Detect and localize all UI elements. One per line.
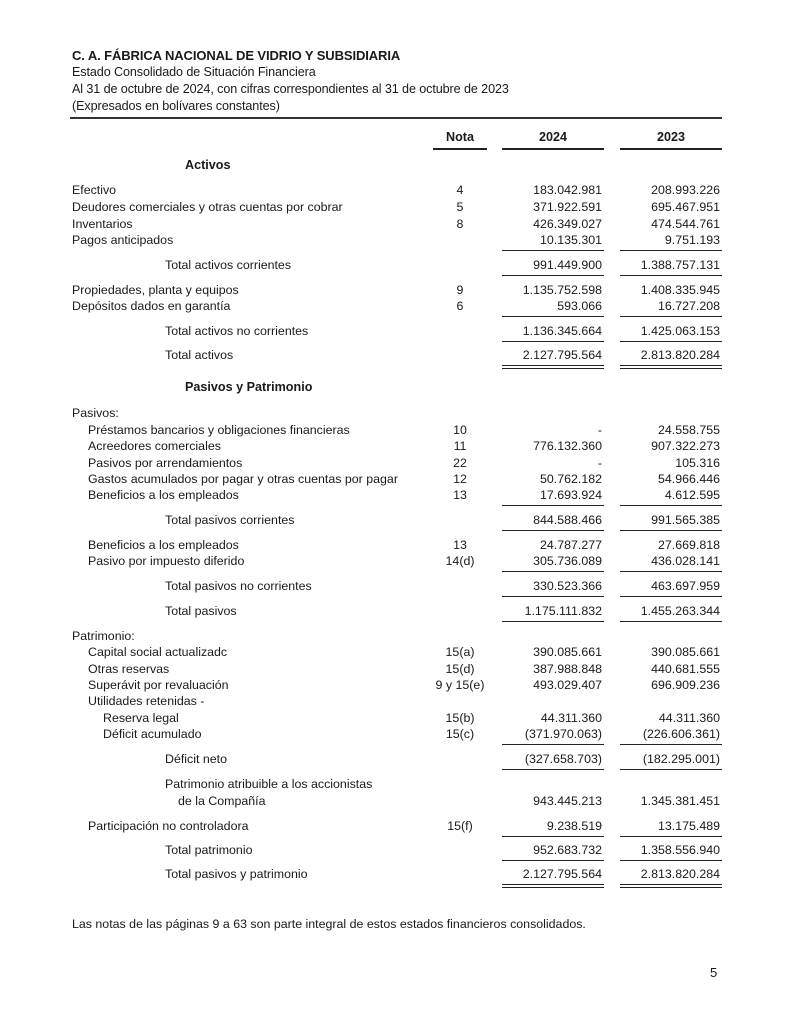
table-row	[0, 677, 791, 694]
table-row-label-only	[0, 776, 791, 793]
row-value-2024: 2.127.795.564	[522, 348, 602, 362]
total-rule	[620, 860, 722, 861]
currency-note: (Expresados en bolívares constantes)	[72, 99, 280, 113]
total-rule	[620, 275, 722, 276]
row-value-2024: 371.922.591	[533, 200, 602, 214]
row-value-2024: 10.135.301	[539, 233, 602, 247]
table-row-total	[0, 751, 791, 768]
row-value-2023: 1.455.263.344	[640, 604, 720, 618]
row-note: 10	[453, 423, 467, 437]
table-row-total	[0, 603, 791, 620]
row-value-2023: 1.358.556.940	[640, 843, 720, 857]
row-note: 15(b)	[445, 711, 475, 725]
row-label: de la Compañía	[178, 794, 266, 808]
table-row	[0, 455, 791, 472]
row-value-2024: 24.787.277	[539, 538, 602, 552]
column-header-nota: Nota	[446, 130, 474, 144]
table-row	[0, 438, 791, 455]
row-value-2024: (327.658.703)	[524, 752, 602, 766]
row-value-2023: 1.345.381.451	[640, 794, 720, 808]
table-row	[0, 282, 791, 299]
row-label: Patrimonio:	[72, 629, 135, 643]
row-value-2024: 593.066	[557, 299, 602, 313]
subtotal-rule	[502, 836, 604, 837]
table-row-group-label	[0, 693, 791, 710]
row-value-2024: -	[597, 423, 602, 437]
table-row	[0, 182, 791, 199]
row-label: Beneficios a los empleados	[88, 538, 239, 552]
row-label: Inventarios	[72, 217, 133, 231]
row-note: 9	[456, 283, 464, 297]
row-value-2024: 952.683.732	[533, 843, 602, 857]
row-value-2023: (182.295.001)	[642, 752, 720, 766]
row-value-2024: 387.988.848	[533, 662, 602, 676]
row-value-2023: 4.612.595	[664, 488, 720, 502]
row-value-2023: 1.425.063.153	[640, 324, 720, 338]
total-rule	[502, 275, 604, 276]
row-label: Total pasivos corrientes	[165, 513, 295, 527]
total-rule	[502, 769, 604, 770]
row-label: Total activos corrientes	[165, 258, 292, 272]
row-value-2023: 2.813.820.284	[640, 867, 720, 881]
subtotal-rule	[620, 505, 722, 506]
statement-period: Al 31 de octubre de 2024, con cifras correspondientes al 31 de octubre de 2023	[72, 82, 509, 96]
column-underline	[433, 148, 487, 150]
row-label: Gastos acumulados por pagar y otras cuentas por pagar	[88, 472, 398, 486]
header-rule	[70, 117, 722, 119]
row-value-2023: 696.909.236	[651, 678, 720, 692]
row-note: 9 y 15(e)	[435, 678, 485, 692]
row-value-2023: 9.751.193	[664, 233, 720, 247]
table-row	[0, 422, 791, 439]
row-note: 6	[456, 299, 464, 313]
table-row	[0, 726, 791, 743]
row-label: Propiedades, planta y equipos	[72, 283, 239, 297]
subtotal-rule	[502, 571, 604, 572]
subtotal-rule	[502, 250, 604, 251]
table-row-total	[0, 257, 791, 274]
table-row	[0, 199, 791, 216]
row-value-2024: 183.042.981	[533, 183, 602, 197]
row-value-2024: 305.736.089	[533, 554, 602, 568]
row-value-2024: 1.135.752.598	[522, 283, 602, 297]
table-row-total	[0, 793, 791, 810]
row-note: 5	[456, 200, 464, 214]
row-label: Capital social actualizadc	[88, 645, 228, 659]
row-note: 15(d)	[445, 662, 475, 676]
row-value-2024: 844.588.466	[533, 513, 602, 527]
row-value-2023: 13.175.489	[657, 819, 720, 833]
double-rule	[502, 365, 604, 369]
table-row-grand-total	[0, 347, 791, 364]
column-header-2023: 2023	[656, 130, 686, 144]
row-value-2024: 776.132.360	[533, 439, 602, 453]
row-note: 13	[453, 488, 467, 502]
table-row-group-label	[0, 405, 791, 422]
row-value-2023: 105.316	[675, 456, 720, 470]
subtotal-rule	[502, 744, 604, 745]
row-label: Déficit neto	[165, 752, 227, 766]
row-label: Efectivo	[72, 183, 117, 197]
total-rule	[620, 341, 722, 342]
row-label: Superávit por revaluación	[88, 678, 229, 692]
company-name: C. A. FÁBRICA NACIONAL DE VIDRIO Y SUBSIDIARIA	[72, 48, 401, 63]
row-value-2024: -	[597, 456, 602, 470]
row-label: Utilidades retenidas -	[88, 694, 205, 708]
row-label: Pasivos por arrendamientos	[88, 456, 243, 470]
row-value-2024: 943.445.213	[533, 794, 602, 808]
row-note: 12	[453, 472, 467, 486]
table-row	[0, 471, 791, 488]
table-row-grand-total	[0, 866, 791, 883]
total-rule	[620, 769, 722, 770]
page-number: 5	[710, 965, 718, 980]
table-row-total	[0, 578, 791, 595]
row-label: Total pasivos no corrientes	[165, 579, 312, 593]
row-note: 14(d)	[445, 554, 475, 568]
subtotal-rule	[502, 316, 604, 317]
row-label: Pasivos:	[72, 406, 119, 420]
row-value-2024: 17.693.924	[539, 488, 602, 502]
row-value-2023: 907.322.273	[651, 439, 720, 453]
total-rule	[502, 621, 604, 622]
subtotal-rule	[620, 744, 722, 745]
row-label: Pasivo por impuesto diferido	[88, 554, 245, 568]
statement-title: Estado Consolidado de Situación Financiera	[72, 65, 316, 79]
row-value-2023: 991.565.385	[651, 513, 720, 527]
row-note: 4	[456, 183, 464, 197]
row-note: 13	[453, 538, 467, 552]
row-label: Reserva legal	[103, 711, 179, 725]
row-label: Total activos	[165, 348, 234, 362]
double-rule	[502, 884, 604, 888]
row-note: 15(c)	[445, 727, 475, 741]
row-label: Total pasivos	[165, 604, 237, 618]
total-rule	[502, 341, 604, 342]
column-header-2024: 2024	[538, 130, 568, 144]
row-label: Préstamos bancarios y obligaciones financieras	[88, 423, 350, 437]
table-row	[0, 710, 791, 727]
row-value-2024: (371.970.063)	[524, 727, 602, 741]
row-label: Pagos anticipados	[72, 233, 174, 247]
total-rule	[620, 621, 722, 622]
row-value-2024: 44.311.360	[540, 711, 602, 725]
row-value-2024: 330.523.366	[533, 579, 602, 593]
row-note: 15(f)	[447, 819, 473, 833]
double-rule	[620, 884, 722, 888]
row-value-2024: 1.175.111.832	[524, 604, 602, 618]
table-row	[0, 818, 791, 835]
total-rule	[620, 530, 722, 531]
row-value-2023: 27.669.818	[657, 538, 720, 552]
row-label: Total patrimonio	[165, 843, 253, 857]
table-row-total	[0, 323, 791, 340]
table-row-group-label	[0, 628, 791, 645]
row-value-2023: 1.408.335.945	[640, 283, 720, 297]
row-value-2023: 1.388.757.131	[640, 258, 720, 272]
row-note: 15(a)	[445, 645, 475, 659]
row-value-2024: 1.136.345.664	[522, 324, 602, 338]
row-label: Total pasivos y patrimonio	[165, 867, 308, 881]
table-row	[0, 644, 791, 661]
row-label: Otras reservas	[88, 662, 170, 676]
total-rule	[502, 530, 604, 531]
row-value-2024: 390.085.661	[533, 645, 602, 659]
row-value-2023: 440.681.555	[651, 662, 720, 676]
row-label: Déficit acumulado	[103, 727, 202, 741]
row-value-2024: 991.449.900	[533, 258, 602, 272]
row-value-2023: 474.544.761	[651, 217, 720, 231]
subtotal-rule	[620, 571, 722, 572]
table-row	[0, 553, 791, 570]
total-rule	[502, 860, 604, 861]
row-value-2024: 426.349.027	[533, 217, 602, 231]
total-rule	[502, 596, 604, 597]
row-value-2023: 436.028.141	[651, 554, 720, 568]
row-value-2023: (226.606.361)	[642, 727, 720, 741]
table-row	[0, 298, 791, 315]
row-label: Patrimonio atribuible a los accionistas	[165, 777, 373, 791]
table-row	[0, 216, 791, 233]
row-value-2023: 16.727.208	[657, 299, 720, 313]
subtotal-rule	[620, 836, 722, 837]
row-value-2023: 463.697.959	[651, 579, 720, 593]
row-note: 11	[453, 439, 467, 453]
row-value-2024: 50.762.182	[539, 472, 602, 486]
row-label: Beneficios a los empleados	[88, 488, 239, 502]
subtotal-rule	[620, 250, 722, 251]
section-title-assets: Activos	[185, 158, 231, 172]
row-label: Deudores comerciales y otras cuentas por cobrar	[72, 200, 343, 214]
row-note: 8	[456, 217, 464, 231]
row-value-2023: 44.311.360	[658, 711, 720, 725]
footnote: Las notas de las páginas 9 a 63 son parte integral de estos estados financieros consolidados.	[72, 917, 586, 931]
row-value-2023: 390.085.661	[651, 645, 720, 659]
row-label: Acreedores comerciales	[88, 439, 221, 453]
row-label: Participación no controladora	[88, 819, 249, 833]
column-underline	[502, 148, 604, 150]
double-rule	[620, 365, 722, 369]
row-note: 22	[453, 456, 467, 470]
row-value-2024: 9.238.519	[546, 819, 602, 833]
row-value-2024: 493.029.407	[533, 678, 602, 692]
subtotal-rule	[502, 505, 604, 506]
table-row	[0, 661, 791, 678]
row-label: Depósitos dados en garantía	[72, 299, 231, 313]
subtotal-rule	[620, 316, 722, 317]
column-underline	[620, 148, 722, 150]
table-row	[0, 537, 791, 554]
total-rule	[620, 596, 722, 597]
table-row-total	[0, 512, 791, 529]
row-value-2023: 695.467.951	[651, 200, 720, 214]
row-value-2023: 2.813.820.284	[640, 348, 720, 362]
table-row	[0, 487, 791, 504]
table-row-total	[0, 842, 791, 859]
row-label: Total activos no corrientes	[165, 324, 309, 338]
row-value-2024: 2.127.795.564	[522, 867, 602, 881]
row-value-2023: 24.558.755	[657, 423, 720, 437]
row-value-2023: 54.966.446	[657, 472, 720, 486]
row-value-2023: 208.993.226	[651, 183, 720, 197]
section-title-liabilities-equity: Pasivos y Patrimonio	[185, 380, 313, 394]
table-row	[0, 232, 791, 249]
